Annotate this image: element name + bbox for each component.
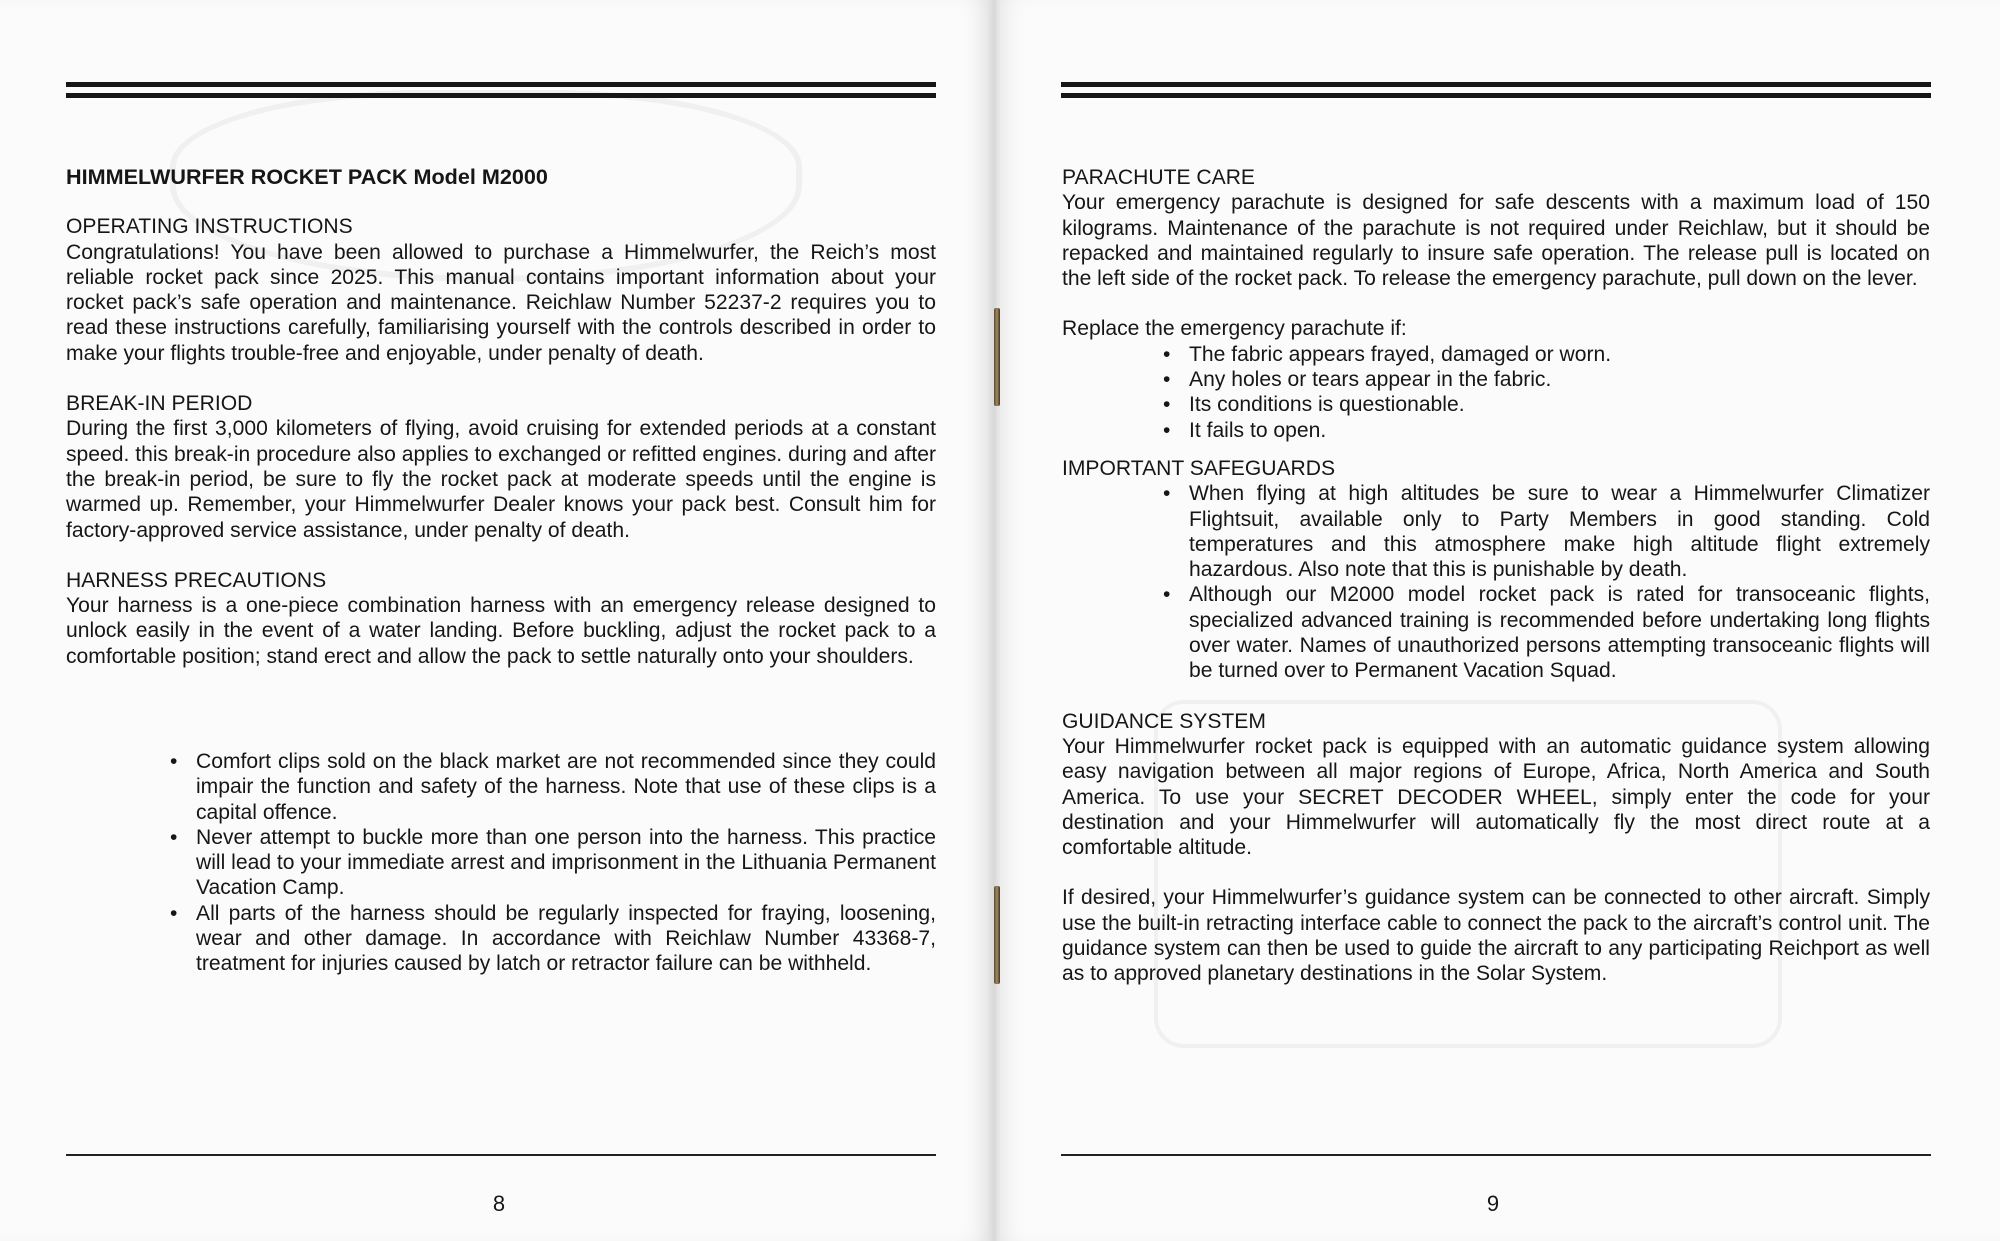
harness-bullet-list [196,749,936,977]
staple-bottom [994,886,1000,984]
safeguards-list [1189,481,1930,683]
replace-list [1189,342,1930,443]
section-body-break-in: During the first 3,000 kilometers of flying, avoid cruising for extended periods at a constant speed. this break-in procedure also applies to exchanged or refitted engines. during and after the break-in period, be sure to fly the rocket pack at moderate speeds until the engine is warmed up. Remember, your Himmelwurfer Dealer knows your pack best. Consult him for factory-approved service assistance, under penalty of death. [66,417,936,542]
page-number-left: 8 [492,1191,506,1216]
list-item: • Although our M2000 model rocket pack is rated for transoceanic flights, specialized advanced training is recommended before undertaking long flights over water. Names of unauthorized persons attempting transoceanic flights will be turned over to Permanent Vacation Squad. [1189,582,1930,683]
list-item: • It fails to open. [1189,418,1930,443]
book-gutter [988,0,1000,1241]
section-body-guidance-2: If desired, your Himmelwurfer’s guidance system can be connected to other aircraft. Simply use the built-in retracting interface cable to connect the pack to the aircraft’s control unit. The guidance system can then be used to guide the aircraft to any participating Reichport as well as to approved planetary destinations in the Solar System. [1062,886,1930,986]
staple-top [994,308,1000,406]
right-top-rule [1061,82,1931,98]
page-title: HIMMELWURFER ROCKET PACK Model M2000 [66,164,548,189]
watermark-script: ​ [234,421,266,547]
section-heading-guidance: GUIDANCE SYSTEM [1062,709,1266,733]
list-item: • Its conditions is questionable. [1189,392,1930,417]
list-item: • When flying at high altitudes be sure to wear a Himmelwurfer Climatizer Flightsuit, available only to Party Members in good standing. Cold temperatures and this atmosphere make high altitude flight extremely hazardous. Also note that this is punishable by death. [1189,481,1930,582]
section-body-operating: Congratulations! You have been allowed to purchase a Himmelwurfer, the Reich’s most reliable rocket pack since 2025. This manual contains important information about your rocket pack’s safe operation and maintenance. Reichlaw Number 52237-2 requires you to read these instructions carefully, familiarising yourself with the controls described in order to make your flights trouble-free and enjoyable, under penalty of death. [66,240,936,365]
section-heading-parachute: PARACHUTE CARE [1062,166,1255,189]
left-page-text [66,164,936,669]
right-page-text [1062,165,1930,987]
section-heading-break-in: BREAK-IN PERIOD [66,392,253,416]
list-item: • Comfort clips sold on the black market are not recommended since they could impair the function and safety of the harness. Note that use of these clips is a capital offence. [196,749,936,825]
section-body-guidance: Your Himmelwurfer rocket pack is equipped with an automatic guidance system allowing easy navigation between all major regions of Europe, Africa, North America and South America. To use your SECRET DECODER WHEEL, simply enter the code for your destination and your Himmelwurfer will automatically fly the most direct route at a comfortable altitude. [1062,734,1930,860]
list-item: • Never attempt to buckle more than one person into the harness. This practice will lead to your immediate arrest and imprisonment in the Lithuania Permanent Vacation Camp. [196,825,936,901]
section-heading-operating: OPERATING INSTRUCTIONS [66,215,353,239]
left-bottom-rule [66,1154,936,1156]
section-heading-safeguards: IMPORTANT SAFEGUARDS [1062,456,1336,480]
section-body-harness: Your harness is a one-piece combination harness with an emergency release designed to unlock easily in the event of a water landing. Before buckling, adjust the rocket pack to a comfortable position; stand erect and allow the pack to settle naturally onto your shoulders. [66,594,936,668]
right-bottom-rule [1061,1154,1931,1156]
section-body-parachute: Your emergency parachute is designed for safe descents with a maximum load of 150 kilograms. Maintenance of the parachute is not required under Reichlaw, but it should be repacked and maintained regularly to insure safe operation. The release pull is located on the left side of the rocket pack. To release the emergency parachute, pull down on the lever. [1062,191,1930,291]
list-item: • The fabric appears frayed, damaged or worn. [1189,342,1930,367]
replace-intro: Replace the emergency parachute if: [1062,317,1407,341]
list-item: • All parts of the harness should be regularly inspected for fraying, loosening, wear and other damage. In accordance with Reichlaw Number 43368-7, treatment for injuries caused by latch or retractor failure can be withheld. [196,901,936,977]
left-top-rule [66,82,936,98]
page-number-right: 9 [1486,1191,1500,1216]
section-heading-harness: HARNESS PRECAUTIONS [66,568,327,592]
list-item: • Any holes or tears appear in the fabric. [1189,367,1930,392]
